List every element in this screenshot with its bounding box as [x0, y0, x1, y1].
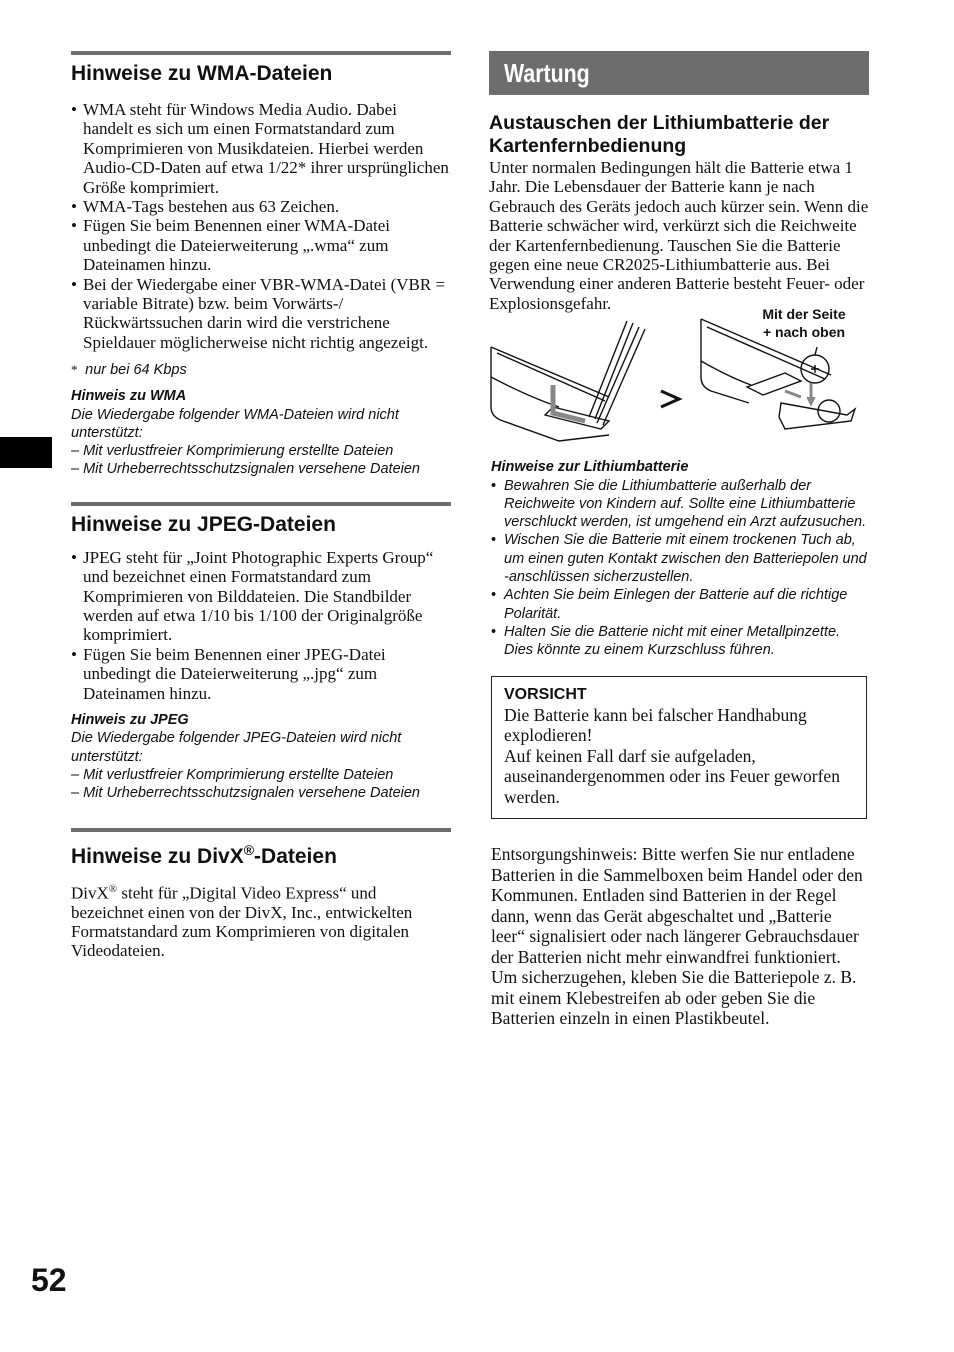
list-item: • Fügen Sie beim Benennen einer JPEG-Datei unbedingt die Dateierweiterung „.jpg“ zum Dateinamen hinzu. [71, 645, 451, 703]
battery-figure [489, 306, 869, 457]
divx-text [71, 880, 451, 961]
divx-heading [71, 837, 451, 870]
note-intro: Die Wiedergabe folgender WMA-Dateien wird nicht unterstützt: [71, 406, 399, 441]
note-intro: Die Wiedergabe folgender JPEG-Dateien wird nicht unterstützt: [71, 730, 402, 765]
disposal-text-1: Entsorgungshinweis: Bitte werfen Sie nur entladene Batterien in die Sammelboxen beim Handel oder den Kommunen. Entladen sind Batterien in der Regel dann, wenn das Gerät abgeschaltet und „Batterie leer“ signalisiert oder nach längerer Gebrauchsdauer der Batterien nicht mehr einwandfrei funktioniert. [491, 844, 863, 967]
battery-subheading: Austauschen der Lithiumbatterie der Kartenfernbedienung [489, 112, 830, 157]
section-tab-marker [0, 437, 52, 468]
divx-section [71, 828, 451, 961]
registered-mark: ® [243, 841, 255, 858]
note-title: Hinweis zu JPEG [71, 712, 189, 729]
jpeg-section [71, 502, 451, 803]
list-item: • WMA-Tags bestehen aus 63 Zeichen. [71, 197, 451, 216]
section-title: Wartung [504, 58, 590, 88]
list-item: • Bei der Wiedergabe einer VBR-WMA-Datei (VBR = variable Bitrate) bzw. beim Vorwärts-/ Rückwärtssuchen darin wird die verstrichene Spieldauer möglicherweise nicht richtig angezeigt. [71, 275, 451, 353]
divx-text-pre: DivX [71, 883, 109, 903]
battery-notes [489, 458, 869, 659]
jpeg-note [71, 711, 451, 802]
battery-notes-list [491, 477, 869, 660]
divx-text-post: steht für „Digital Video Express“ und bezeichnet einen von der DivX, Inc., entwickelten Formatstandard zum Komprimieren von digitalen Videodateien. [71, 883, 413, 961]
section-rule [71, 51, 451, 55]
battery-paragraph: Unter normalen Bedingungen hält die Batterie etwa 1 Jahr. Die Lebensdauer der Batterie kann je nach Gebrauch des Geräts jedoch auch kürzer sein. Wenn die Batterie schwächer wird, verkürzt sich die Reichweite der Kartenfernbedienung. Tauschen Sie die Batterie gegen eine neue CR2025-Lithiumbatterie aus. Bei Verwendung einer anderen Batterie besteht Feuer- oder Explosionsgefahr. [489, 158, 869, 313]
note-item: – Mit Urheberrechtsschutzsignalen versehene Dateien [71, 785, 420, 802]
wma-heading: Hinweise zu WMA-Dateien [71, 62, 333, 85]
note-title: Hinweis zu WMA [71, 388, 187, 405]
divx-heading-post: -Dateien [254, 844, 337, 868]
disposal-text-2: Um sicherzugehen, kleben Sie die Batteriepole z. B. mit einem Klebestreifen ab oder geben Sie die Batterien einzeln in einen Plastikbeutel. [491, 967, 857, 1029]
note-item: – Mit verlustfreier Komprimierung erstellte Dateien [71, 443, 394, 460]
page-number: 52 [31, 1262, 67, 1298]
caution-text-1: Die Batterie kann bei falscher Handhabung explodieren! [504, 704, 807, 746]
note-item: – Mit verlustfreier Komprimierung erstellte Dateien [71, 766, 394, 783]
figure-label [739, 305, 869, 341]
wma-bullet-list [71, 100, 451, 352]
section-rule [71, 828, 451, 832]
note-title: Hinweise zur Lithiumbatterie [491, 459, 689, 476]
list-item: • Bewahren Sie die Lithiumbatterie außerhalb der Reichweite von Kindern auf. Sollte eine Lithiumbatterie verschluckt werden, ist umgehend ein Arzt aufzusuchen. [491, 477, 869, 532]
wma-section [71, 51, 451, 479]
list-item: • Fügen Sie beim Benennen einer WMA-Datei unbedingt die Dateierweiterung „.wma“ zum Dateinamen hinzu. [71, 216, 451, 274]
note-item: – Mit Urheberrechtsschutzsignalen versehene Dateien [71, 461, 420, 478]
figure-label-line2: + nach oben [762, 324, 846, 341]
list-item: • Wischen Sie die Batterie mit einem trockenen Tuch ab, um einen guten Kontakt zwischen den Batteriepolen und -anschlüssen sicherzustellen. [491, 531, 869, 586]
caution-box [491, 676, 867, 820]
jpeg-heading: Hinweise zu JPEG-Dateien [71, 512, 336, 536]
section-title-bar [489, 51, 869, 95]
list-item: • WMA steht für Windows Media Audio. Dabei handelt es sich um einen Formatstandard zum Komprimieren von Musikdateien. Hierbei werden Audio-CD-Daten auf etwa 1/22* ihrer ursprünglichen Größe komprimiert. [71, 100, 451, 197]
jpeg-bullet-list [71, 548, 451, 703]
disposal-note [489, 844, 869, 1029]
footnote-mark: * [71, 362, 78, 378]
left-column [71, 51, 451, 961]
right-column [489, 51, 869, 1029]
divx-heading-pre: Hinweise zu DivX [71, 844, 244, 868]
caution-title: VORSICHT [504, 685, 587, 703]
wma-note [71, 387, 451, 478]
caution-text-2: Auf keinen Fall darf sie aufgeladen, auseinandergenommen oder ins Feuer geworfen werden. [504, 745, 840, 807]
footnote-text: nur bei 64 Kbps [85, 362, 187, 379]
list-item: • Achten Sie beim Einlegen der Batterie auf die richtige Polarität. [491, 586, 869, 623]
wma-footnote [71, 361, 451, 379]
figure-label-line1: Mit der Seite [762, 306, 846, 323]
list-item: • JPEG steht für „Joint Photographic Experts Group“ und bezeichnet einen Formatstandard zum Komprimieren von Bilddateien. Die Standbilder werden auf etwa 1/10 bis 1/100 der Originalgröße komprimiert. [71, 548, 451, 645]
section-rule [71, 502, 451, 506]
registered-mark: ® [108, 882, 118, 895]
list-item: • Halten Sie die Batterie nicht mit einer Metallpinzette. Dies könnte zu einem Kurzschluss führen. [491, 623, 869, 660]
